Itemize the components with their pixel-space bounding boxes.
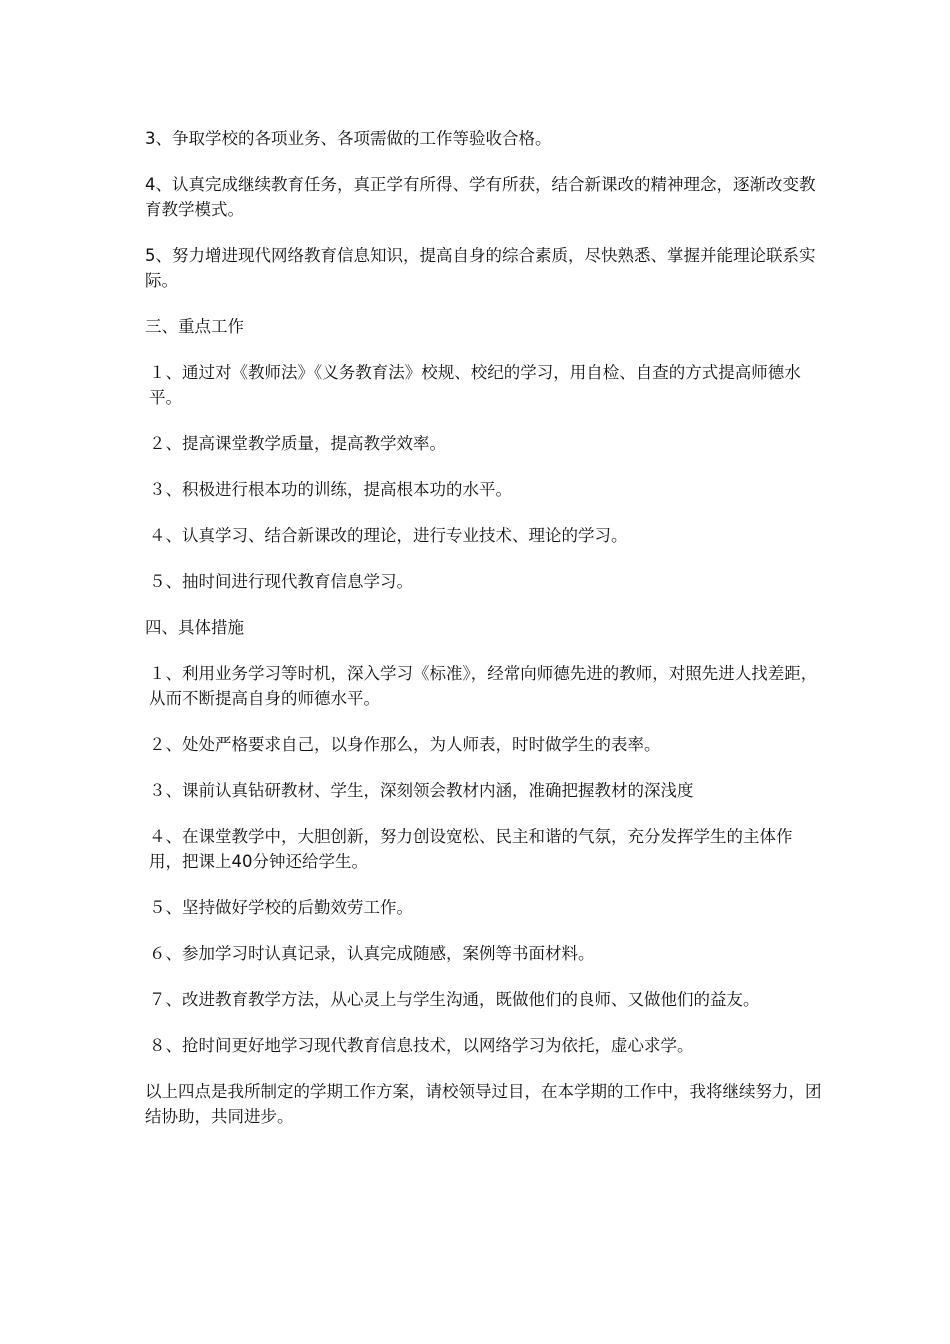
measure-item-4: ４、在课堂教学中，大胆创新，努力创设宽松、民主和谐的气氛，充分发挥学生的主体作用，把课上40分钟还给学生。	[149, 827, 793, 871]
measure-item-3: ３、课前认真钻研教材、学生，深刻领会教材内涵，准确把握教材的深浅度	[149, 781, 694, 800]
closing-paragraph: 以上四点是我所制定的学期工作方案，请校领导过目，在本学期的工作中，我将继续努力，团结协助，共同进步。	[145, 1082, 822, 1126]
measure-item-1: １、利用业务学习等时机，深入学习《标准》，经常向师德先进的教师，对照先进人找差距，从而不断提高自身的师德水平。	[149, 664, 818, 708]
section-heading-key-work: 三、重点工作	[145, 317, 244, 336]
key-work-item-5: ５、抽时间进行现代教育信息学习。	[149, 572, 413, 591]
key-work-item-2: ２、提高课堂教学质量，提高教学效率。	[149, 434, 446, 453]
measure-item-6: ６、参加学习时认真记录，认真完成随感，案例等书面材料。	[149, 944, 595, 963]
measure-item-8: ８、抢时间更好地学习现代教育信息技术，以网络学习为依托，虚心求学。	[149, 1036, 694, 1055]
goal-item-3: 3、争取学校的各项业务、各项需做的工作等验收合格。	[145, 129, 552, 148]
key-work-item-1: １、通过对《教师法》《义务教育法》校规、校纪的学习，用自检、自查的方式提高师德水平。	[149, 363, 801, 407]
measure-item-2: ２、处处严格要求自己，以身作那么，为人师表，时时做学生的表率。	[149, 735, 661, 754]
goal-item-4: 4、认真完成继续教育任务，真正学有所得、学有所获，结合新课改的精神理念，逐渐改变教育教学模式。	[145, 175, 816, 219]
key-work-item-3: ３、积极进行根本功的训练，提高根本功的水平。	[149, 480, 512, 499]
key-work-item-4: ４、认真学习、结合新课改的理论，进行专业技术、理论的学习。	[149, 526, 628, 545]
measure-item-7: ７、改进教育教学方法，从心灵上与学生沟通，既做他们的良师、又做他们的益友。	[149, 990, 760, 1009]
measure-item-5: ５、坚持做好学校的后勤效劳工作。	[149, 898, 413, 917]
document-body	[145, 126, 825, 1150]
goal-item-5: 5、努力增进现代网络教育信息知识，提高自身的综合素质，尽快熟悉、掌握并能理论联系实际。	[145, 246, 816, 290]
section-heading-measures: 四、具体措施	[145, 618, 244, 637]
